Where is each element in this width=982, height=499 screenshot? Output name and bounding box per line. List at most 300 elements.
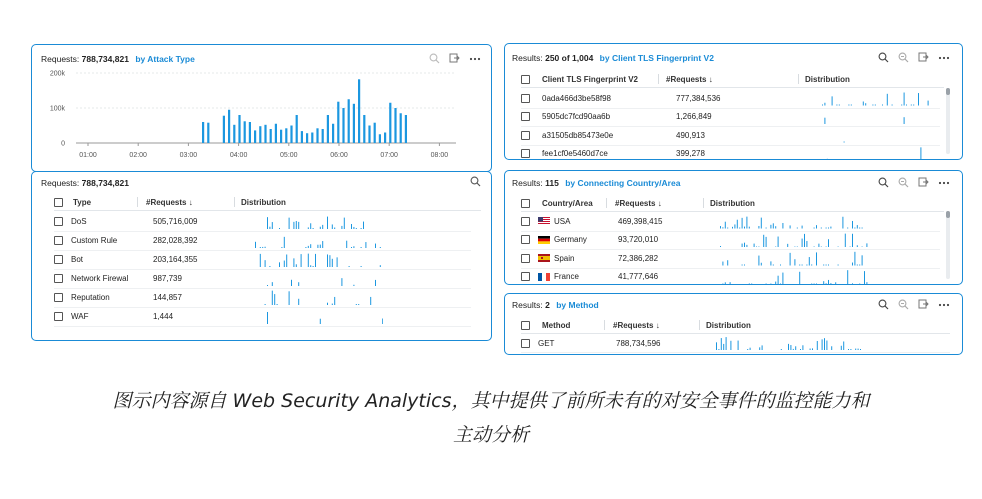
distribution-bar bbox=[824, 338, 825, 350]
distribution-bar bbox=[742, 243, 743, 247]
row-checkbox[interactable] bbox=[521, 339, 530, 348]
row-label: fee1cf0e5460d7ce bbox=[542, 149, 608, 159]
distribution-bar bbox=[850, 246, 851, 247]
table-row[interactable] bbox=[521, 108, 940, 128]
export-icon[interactable] bbox=[449, 53, 460, 64]
x-tick-label: 08:00 bbox=[430, 152, 449, 159]
distribution-bar bbox=[758, 246, 759, 247]
distribution-bar bbox=[267, 285, 268, 286]
distribution-bar bbox=[341, 278, 342, 286]
table-row[interactable] bbox=[521, 231, 940, 251]
distribution-sparkline bbox=[253, 252, 383, 267]
distribution-bar bbox=[289, 291, 290, 305]
distribution-bar bbox=[727, 228, 728, 229]
row-distribution bbox=[820, 91, 930, 106]
distribution-bar bbox=[351, 224, 352, 229]
chart-bar[interactable] bbox=[202, 122, 204, 143]
method-table-panel bbox=[504, 293, 963, 355]
requests-sort-header[interactable]: #Requests ↓ bbox=[613, 320, 660, 330]
chart-bar[interactable] bbox=[394, 108, 396, 143]
distribution-bar bbox=[831, 346, 832, 350]
chart-bar[interactable] bbox=[342, 108, 344, 143]
distribution-bar bbox=[832, 96, 833, 105]
chart-bar[interactable] bbox=[332, 124, 334, 143]
row-name-cell bbox=[542, 94, 668, 103]
distribution-bar bbox=[279, 228, 280, 229]
distribution-sparkline bbox=[820, 147, 930, 161]
distribution-bar bbox=[322, 241, 323, 248]
row-checkbox[interactable] bbox=[54, 236, 63, 245]
row-label: a31505db85473e0e bbox=[542, 130, 614, 140]
distribution-bar bbox=[308, 254, 309, 267]
distribution-sparkline bbox=[253, 271, 383, 286]
row-label: Bot bbox=[71, 255, 84, 264]
table-row[interactable] bbox=[54, 231, 471, 251]
attack-type-bar-chart bbox=[32, 67, 490, 165]
distribution-bar bbox=[822, 105, 823, 106]
distribution-bar bbox=[830, 283, 831, 284]
distribution-bar bbox=[802, 345, 803, 350]
row-distribution bbox=[718, 233, 868, 248]
method-table-header: Method #Requests ↓ Distribution bbox=[521, 317, 950, 334]
row-name-cell bbox=[542, 149, 668, 158]
table-row[interactable] bbox=[521, 268, 940, 286]
distribution-bar bbox=[866, 282, 867, 284]
distribution-bar bbox=[279, 262, 280, 267]
sort-down-icon: ↓ bbox=[708, 74, 713, 84]
distribution-bar bbox=[298, 299, 299, 305]
row-requests-value: 987,739 bbox=[153, 274, 182, 283]
distribution-bar bbox=[911, 105, 912, 106]
distribution-bar bbox=[269, 266, 270, 267]
chart-bar[interactable] bbox=[327, 115, 329, 143]
tls-fingerprint-link[interactable]: by Client TLS Fingerprint V2 bbox=[599, 53, 714, 63]
distribution-bar bbox=[865, 103, 866, 105]
distribution-bar bbox=[836, 105, 837, 106]
distribution-bar bbox=[744, 227, 745, 229]
more-icon[interactable] bbox=[938, 56, 950, 60]
usa-flag-icon bbox=[538, 217, 550, 225]
chart-bar[interactable] bbox=[405, 115, 407, 143]
row-name-cell bbox=[538, 272, 610, 281]
row-requests-value: 1,266,849 bbox=[676, 112, 712, 122]
distribution-bar bbox=[827, 158, 828, 160]
zoom-in-icon[interactable] bbox=[429, 53, 440, 64]
chart-bar[interactable] bbox=[233, 125, 235, 143]
distribution-bar bbox=[349, 266, 350, 267]
row-requests-value: 282,028,392 bbox=[153, 236, 198, 245]
chart-bar[interactable] bbox=[290, 126, 292, 144]
distribution-bar bbox=[284, 237, 285, 248]
scrollbar[interactable] bbox=[946, 211, 950, 279]
row-checkbox[interactable] bbox=[521, 94, 530, 103]
export-icon[interactable] bbox=[918, 177, 929, 188]
requests-sort-header[interactable]: #Requests ↓ bbox=[666, 74, 713, 84]
distribution-bar bbox=[305, 247, 306, 248]
distribution-bar bbox=[814, 228, 815, 229]
x-tick-label: 03:00 bbox=[179, 152, 198, 159]
row-name-cell bbox=[538, 235, 610, 244]
row-requests-value: 1,444 bbox=[153, 312, 174, 321]
distribution-bar bbox=[775, 246, 776, 247]
attack-type-link[interactable]: by Attack Type bbox=[135, 54, 195, 64]
more-icon[interactable] bbox=[938, 181, 950, 185]
distribution-sparkline bbox=[718, 233, 868, 248]
row-label: USA bbox=[554, 216, 571, 226]
row-name-cell bbox=[71, 236, 145, 245]
distribution-bar bbox=[320, 245, 321, 248]
distribution-bar bbox=[770, 283, 771, 284]
distribution-bar bbox=[862, 228, 863, 229]
country-table-header: Country/Area #Requests ↓ Distribution bbox=[521, 195, 944, 212]
distribution-bar bbox=[830, 227, 831, 229]
chart-bar[interactable] bbox=[270, 129, 272, 143]
distribution-bar bbox=[742, 218, 743, 229]
distribution-bar bbox=[773, 265, 774, 266]
chart-bar[interactable] bbox=[228, 110, 230, 143]
chart-bar[interactable] bbox=[264, 125, 266, 143]
row-name-cell bbox=[71, 274, 145, 283]
distribution-bar bbox=[334, 228, 335, 229]
chart-bar[interactable] bbox=[316, 128, 318, 143]
row-checkbox[interactable] bbox=[521, 131, 530, 140]
row-requests-value: 777,384,536 bbox=[676, 93, 721, 103]
row-checkbox[interactable] bbox=[521, 235, 530, 244]
distribution-bar bbox=[802, 265, 803, 266]
distribution-bar bbox=[795, 346, 796, 350]
distribution-bar bbox=[841, 346, 842, 350]
distribution-bar bbox=[353, 246, 354, 248]
row-requests-value: 788,734,596 bbox=[616, 339, 661, 348]
more-icon[interactable] bbox=[469, 57, 481, 61]
distribution-bar bbox=[892, 105, 893, 106]
distribution-bar bbox=[812, 348, 813, 350]
distribution-bar bbox=[866, 243, 867, 247]
row-label: GET bbox=[538, 339, 555, 348]
row-checkbox[interactable] bbox=[521, 149, 530, 158]
chart-bar[interactable] bbox=[389, 103, 391, 143]
chart-bar[interactable] bbox=[254, 130, 256, 143]
spain-flag-icon bbox=[538, 254, 550, 262]
distribution-bar bbox=[816, 283, 817, 284]
export-icon[interactable] bbox=[918, 52, 929, 63]
distribution-sparkline bbox=[718, 270, 868, 285]
table-row[interactable] bbox=[54, 307, 471, 327]
distribution-bar bbox=[744, 265, 745, 266]
distribution-bar bbox=[818, 243, 819, 247]
distribution-bar bbox=[852, 263, 853, 266]
distribution-bar bbox=[848, 349, 849, 350]
distribution-sparkline bbox=[714, 337, 864, 350]
row-name-cell bbox=[542, 131, 668, 140]
tls-fingerprint-panel bbox=[504, 43, 963, 160]
chart-bar[interactable] bbox=[379, 134, 381, 143]
distribution-bar bbox=[260, 254, 261, 267]
requests-sort-header[interactable]: #Requests ↓ bbox=[615, 198, 662, 208]
row-checkbox[interactable] bbox=[521, 272, 530, 281]
row-checkbox[interactable] bbox=[54, 255, 63, 264]
distribution-bar bbox=[726, 337, 727, 350]
row-distribution bbox=[820, 147, 930, 161]
distribution-bar bbox=[739, 228, 740, 229]
distribution-bar bbox=[766, 236, 767, 247]
row-checkbox[interactable] bbox=[521, 112, 530, 121]
chart-bar[interactable] bbox=[337, 102, 339, 143]
distribution-bar bbox=[744, 242, 745, 247]
distribution-bar bbox=[859, 283, 860, 284]
chart-bar[interactable] bbox=[275, 124, 277, 143]
scrollbar[interactable] bbox=[946, 88, 950, 154]
table-row[interactable] bbox=[521, 145, 940, 161]
distribution-bar bbox=[291, 280, 292, 286]
distribution-bar bbox=[742, 265, 743, 266]
distribution-bar bbox=[806, 240, 807, 247]
table-row[interactable] bbox=[521, 249, 940, 269]
distribution-bar bbox=[281, 247, 282, 248]
distribution-bar bbox=[759, 347, 760, 350]
distribution-bar bbox=[337, 257, 338, 267]
zoom-in-icon[interactable] bbox=[878, 177, 889, 188]
distribution-bar bbox=[799, 271, 800, 284]
distribution-bar bbox=[375, 244, 376, 248]
row-distribution bbox=[820, 128, 930, 143]
chart-bar[interactable] bbox=[207, 123, 209, 143]
distribution-bar bbox=[730, 282, 731, 284]
method-link[interactable]: by Method bbox=[556, 300, 599, 310]
row-requests-value: 203,164,355 bbox=[153, 255, 198, 264]
distribution-bar bbox=[363, 222, 364, 229]
y-tick-label: 200k bbox=[49, 70, 65, 78]
distribution-bar bbox=[828, 228, 829, 229]
distribution-bar bbox=[272, 291, 273, 305]
sort-down-icon: ↓ bbox=[655, 320, 660, 330]
zoom-in-icon[interactable] bbox=[878, 299, 889, 310]
chart-bar[interactable] bbox=[374, 123, 376, 143]
distribution-bar bbox=[824, 103, 825, 106]
chart-bar[interactable] bbox=[363, 115, 365, 143]
distribution-bar bbox=[296, 221, 297, 229]
chart-bar[interactable] bbox=[238, 115, 240, 143]
row-label: Reputation bbox=[71, 293, 110, 302]
distribution-bar bbox=[332, 259, 333, 267]
table-row[interactable] bbox=[54, 250, 471, 270]
select-all-checkbox[interactable] bbox=[521, 75, 530, 84]
distribution-bar bbox=[353, 227, 354, 229]
distribution-bar bbox=[313, 228, 314, 229]
chart-bar[interactable] bbox=[296, 115, 298, 143]
select-all-checkbox[interactable] bbox=[54, 198, 63, 207]
distribution-bar bbox=[816, 252, 817, 265]
distribution-sparkline bbox=[820, 110, 930, 125]
chart-bar[interactable] bbox=[358, 79, 360, 143]
row-checkbox[interactable] bbox=[521, 254, 530, 263]
distribution-bar bbox=[356, 228, 357, 229]
distribution-bar bbox=[826, 246, 827, 247]
distribution-bar bbox=[358, 304, 359, 305]
distribution-bar bbox=[824, 117, 825, 124]
distribution-bar bbox=[766, 283, 767, 284]
distribution-bar bbox=[790, 253, 791, 266]
distribution-sparkline bbox=[718, 251, 868, 266]
chart-bar[interactable] bbox=[311, 133, 313, 144]
distribution-bar bbox=[277, 304, 278, 305]
select-all-checkbox[interactable] bbox=[521, 199, 530, 208]
chart-bar[interactable] bbox=[353, 104, 355, 143]
chart-bar[interactable] bbox=[348, 99, 350, 143]
x-tick-label: 05:00 bbox=[280, 152, 298, 159]
search-icon[interactable] bbox=[470, 176, 481, 187]
row-requests-value: 505,716,009 bbox=[153, 217, 198, 226]
attack-type-chart-panel bbox=[31, 44, 492, 172]
chart-bar[interactable] bbox=[249, 122, 251, 143]
distribution-bar bbox=[293, 258, 294, 267]
more-icon[interactable] bbox=[938, 303, 950, 307]
distribution-bar bbox=[843, 341, 844, 350]
row-label: 5905dc7fcd90aa6b bbox=[542, 112, 611, 122]
distribution-bar bbox=[720, 246, 721, 247]
distribution-bar bbox=[272, 282, 273, 286]
zoom-out-icon[interactable] bbox=[898, 52, 909, 63]
distribution-bar bbox=[723, 344, 724, 350]
distribution-bar bbox=[823, 281, 824, 284]
chart-bar[interactable] bbox=[280, 130, 282, 143]
distribution-bar bbox=[737, 220, 738, 229]
table-row[interactable] bbox=[54, 212, 471, 232]
distribution-bar bbox=[835, 282, 836, 284]
distribution-bar bbox=[770, 225, 771, 229]
distribution-bar bbox=[260, 247, 261, 248]
distribution-bar bbox=[811, 264, 812, 265]
export-icon[interactable] bbox=[918, 299, 929, 310]
distribution-bar bbox=[341, 226, 342, 229]
distribution-bar bbox=[380, 247, 381, 248]
distribution-bar bbox=[860, 349, 861, 350]
distribution-bar bbox=[852, 221, 853, 229]
distribution-bar bbox=[826, 341, 827, 350]
distribution-bar bbox=[327, 254, 328, 267]
row-name-cell bbox=[71, 312, 145, 321]
row-distribution bbox=[253, 309, 383, 324]
chart-bar[interactable] bbox=[400, 113, 402, 143]
table-row[interactable] bbox=[521, 335, 950, 353]
zoom-out-icon[interactable] bbox=[898, 177, 909, 188]
table-row[interactable] bbox=[521, 89, 940, 109]
country-link[interactable]: by Connecting Country/Area bbox=[565, 178, 681, 188]
row-name-cell bbox=[538, 254, 610, 263]
distribution-bar bbox=[855, 349, 856, 350]
distribution-sparkline bbox=[253, 309, 383, 324]
distribution-bar bbox=[859, 228, 860, 229]
distribution-bar bbox=[913, 105, 914, 106]
row-checkbox[interactable] bbox=[54, 293, 63, 302]
sort-down-icon: ↓ bbox=[188, 197, 193, 207]
zoom-out-icon[interactable] bbox=[898, 299, 909, 310]
type-table-title: Requests: 788,734,821 bbox=[41, 178, 129, 188]
distribution-bar bbox=[778, 275, 779, 284]
distribution-bar bbox=[722, 227, 723, 228]
distribution-bar bbox=[822, 339, 823, 350]
distribution-bar bbox=[811, 283, 812, 284]
y-tick-label: 0 bbox=[61, 140, 65, 148]
chart-bar[interactable] bbox=[322, 129, 324, 143]
row-label: DoS bbox=[71, 217, 87, 226]
table-row[interactable] bbox=[521, 126, 940, 146]
requests-sort-header[interactable]: #Requests ↓ bbox=[146, 197, 193, 207]
table-row[interactable] bbox=[54, 269, 471, 289]
chart-bar[interactable] bbox=[244, 121, 246, 143]
distribution-bar bbox=[267, 312, 268, 324]
zoom-in-icon[interactable] bbox=[878, 52, 889, 63]
chart-bar[interactable] bbox=[301, 131, 303, 143]
distribution-bar bbox=[810, 348, 811, 350]
tls-table-header: Client TLS Fingerprint V2 #Requests ↓ Distribution bbox=[521, 71, 944, 88]
chart-bar[interactable] bbox=[223, 116, 225, 143]
distribution-sparkline bbox=[718, 214, 868, 229]
distribution-bar bbox=[906, 105, 907, 106]
table-row[interactable] bbox=[521, 212, 940, 232]
row-checkbox[interactable] bbox=[54, 217, 63, 226]
chart-bar[interactable] bbox=[259, 126, 261, 143]
distribution-bar bbox=[763, 234, 764, 247]
distribution-bar bbox=[790, 345, 791, 350]
france-flag-icon bbox=[538, 273, 550, 281]
row-distribution bbox=[253, 271, 383, 286]
distribution-bar bbox=[327, 217, 328, 229]
distribution-sparkline bbox=[820, 91, 930, 106]
x-tick-label: 04:00 bbox=[229, 152, 248, 159]
distribution-bar bbox=[851, 105, 852, 106]
distribution-bar bbox=[901, 105, 902, 106]
distribution-bar bbox=[787, 243, 788, 247]
select-all-checkbox[interactable] bbox=[521, 321, 530, 330]
distribution-bar bbox=[854, 252, 855, 266]
distribution-bar bbox=[875, 105, 876, 106]
chart-bar[interactable] bbox=[306, 133, 308, 143]
distribution-bar bbox=[293, 222, 294, 229]
distribution-bar bbox=[749, 227, 750, 229]
distribution-bar bbox=[814, 283, 815, 284]
x-tick-label: 06:00 bbox=[330, 152, 348, 159]
distribution-bar bbox=[313, 266, 314, 267]
row-checkbox[interactable] bbox=[54, 274, 63, 283]
distribution-bar bbox=[863, 101, 864, 105]
row-distribution bbox=[718, 251, 868, 266]
chart-bar[interactable] bbox=[368, 126, 370, 144]
distribution-bar bbox=[844, 142, 845, 143]
row-distribution bbox=[820, 110, 930, 125]
x-tick-label: 02:00 bbox=[129, 152, 147, 159]
distribution-bar bbox=[828, 265, 829, 266]
row-checkbox[interactable] bbox=[54, 312, 63, 321]
distribution-bar bbox=[793, 349, 794, 350]
row-checkbox[interactable] bbox=[521, 217, 530, 226]
distribution-bar bbox=[842, 217, 843, 229]
distribution-bar bbox=[838, 265, 839, 266]
table-row[interactable] bbox=[54, 288, 471, 308]
row-name-cell bbox=[71, 217, 145, 226]
distribution-bar bbox=[361, 266, 362, 267]
row-distribution bbox=[253, 252, 383, 267]
distribution-bar bbox=[850, 349, 851, 350]
distribution-bar bbox=[804, 233, 805, 247]
distribution-bar bbox=[862, 246, 863, 247]
chart-bar[interactable] bbox=[384, 133, 386, 144]
distribution-bar bbox=[826, 228, 827, 229]
row-label: WAF bbox=[71, 312, 89, 321]
distribution-bar bbox=[265, 247, 266, 248]
row-label: Germany bbox=[554, 235, 587, 245]
chart-bar[interactable] bbox=[285, 128, 287, 143]
